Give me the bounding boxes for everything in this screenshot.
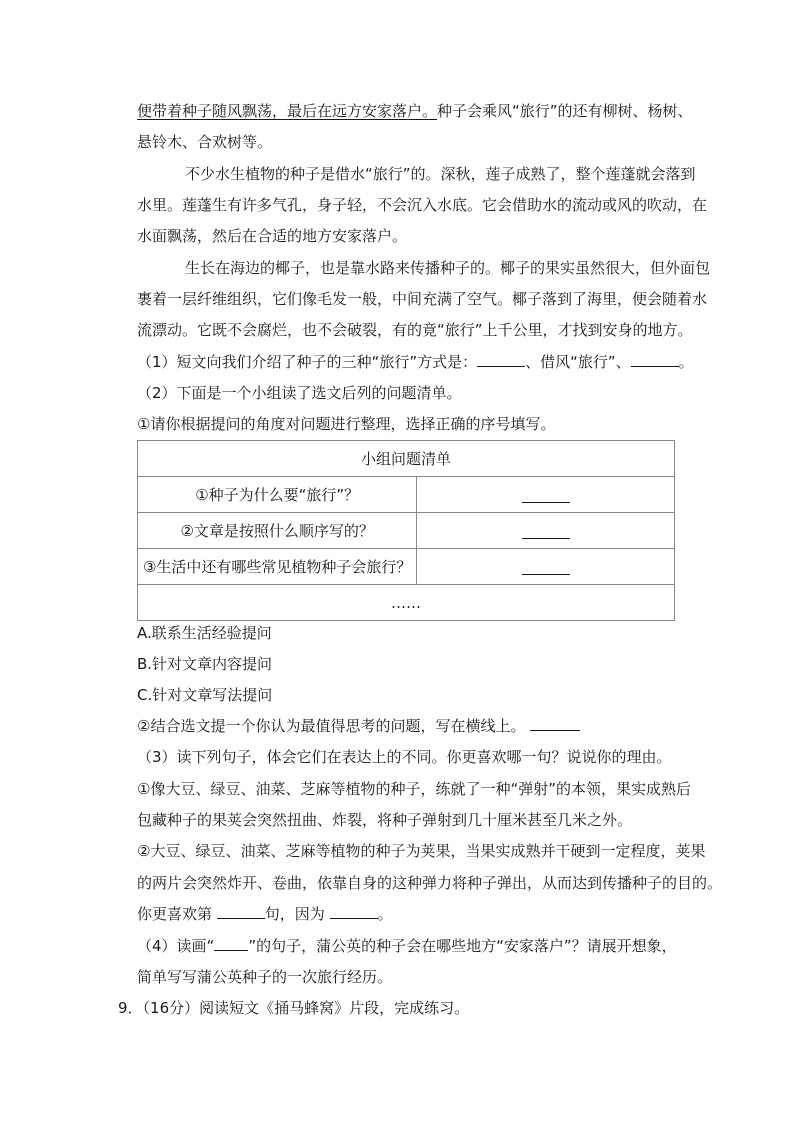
question-9-heading: 9．（16分）阅读短文《捅马蜂窝》片段，完成练习。 [118,999,470,1017]
underlined-sentence: 便带着种子随风飘荡，最后在远方安家落户。 [137,102,438,120]
table-row [138,477,675,513]
option-b: B.针对文章内容提问 [137,655,273,673]
passage-line: 裹着一层纤维组织，它们像毛发一般，中间充满了空气。椰子落到了海里，便会随着水 [137,290,708,308]
table-answer-cell [417,549,675,585]
passage-line: 水面飘荡，然后在合适的地方安家落户。 [137,227,408,245]
answer-blank[interactable] [217,904,265,919]
option-c: C.针对文章写法提问 [137,686,273,704]
passage-line [137,101,693,121]
answer-blank[interactable] [522,488,570,503]
passage-line: 水里。莲蓬生有许多气孔，身子轻，不会沉入水底。它会借助水的流动或风的吹动，在 [137,196,708,214]
table-answer-cell [417,513,675,549]
question-2-sub1: ①请你根据提问的角度对问题进行整理，选择正确的序号填写。 [137,415,556,433]
sentence-2-line: 的两片会突然炸开、卷曲，依靠自身的这种弹力将种子弹出，从而达到传播种子的目的。 [137,874,723,892]
passage-line: 生长在海边的椰子，也是靠水路来传播种子的。椰子的果实虽然很大，但外面包 [185,259,711,277]
sentence-1-line: 包藏种子的果荚会突然扭曲、炸裂，将种子弹射到几十厘米甚至几米之外。 [137,811,633,829]
table-question: ②文章是按照什么顺序写的？ [138,513,417,549]
passage-line: 流漂动。它既不会腐烂，也不会破裂，有的竟“旅行”上千公里，才找到安身的地方。 [137,321,693,339]
answer-blank[interactable] [631,352,679,367]
answer-blank[interactable] [522,560,570,575]
answer-blank[interactable] [330,904,378,919]
answer-blank[interactable] [530,716,580,731]
table-answer-cell [417,477,675,513]
table-title: 小组问题清单 [138,441,675,477]
answer-blank[interactable] [214,936,248,951]
question-2-intro: （2）下面是一个小组读了选文后列的问题清单。 [137,384,462,402]
table-question: ①种子为什么要“旅行”？ [138,477,417,513]
passage-line: 不少水生植物的种子是借水“旅行”的。深秋，莲子成熟了，整个莲蓬就会落到 [185,165,696,183]
sentence-2-line: ②大豆、绿豆、油菜、芝麻等植物的种子为荚果，当果实成熟并干硬到一定程度，荚果 [137,842,706,860]
passage-line: 悬铃木、合欢树等。 [137,133,273,151]
table-row [138,549,675,585]
answer-blank[interactable] [522,524,570,539]
question-list-table [137,440,675,621]
sentence-1-line: ①像大豆、绿豆、油菜、芝麻等植物的种子，练就了一种“弹射”的本领，果实成熟后 [137,780,691,798]
question-3-intro: （3）读下列句子，体会它们在表达上的不同。你更喜欢哪一句？说说你的理由。 [137,748,672,766]
question-4-line: （4）读画“ ”的句子，蒲公英的种子会在哪些地方“安家落户”？请展开想象， [137,937,677,955]
question-1: （1）短文向我们介绍了种子的三种“旅行”方式是： 、借风“旅行”、 。 [137,353,694,371]
question-3-answer: 你更喜欢第 句，因为 。 [137,905,393,923]
table-question: ③生活中还有哪些常见植物种子会旅行？ [138,549,417,585]
question-2-sub2: ②结合选文提一个你认为最值得思考的问题，写在横线上。 [137,716,580,736]
question-4-line: 简单写写蒲公英种子的一次旅行经历。 [137,968,393,986]
passage-text: 种子会乘风“旅行”的还有柳树、杨树、 [437,102,693,120]
option-a: A.联系生活经验提问 [137,624,272,642]
table-ellipsis: …… [138,585,675,621]
table-row [138,513,675,549]
answer-blank[interactable] [477,352,525,367]
